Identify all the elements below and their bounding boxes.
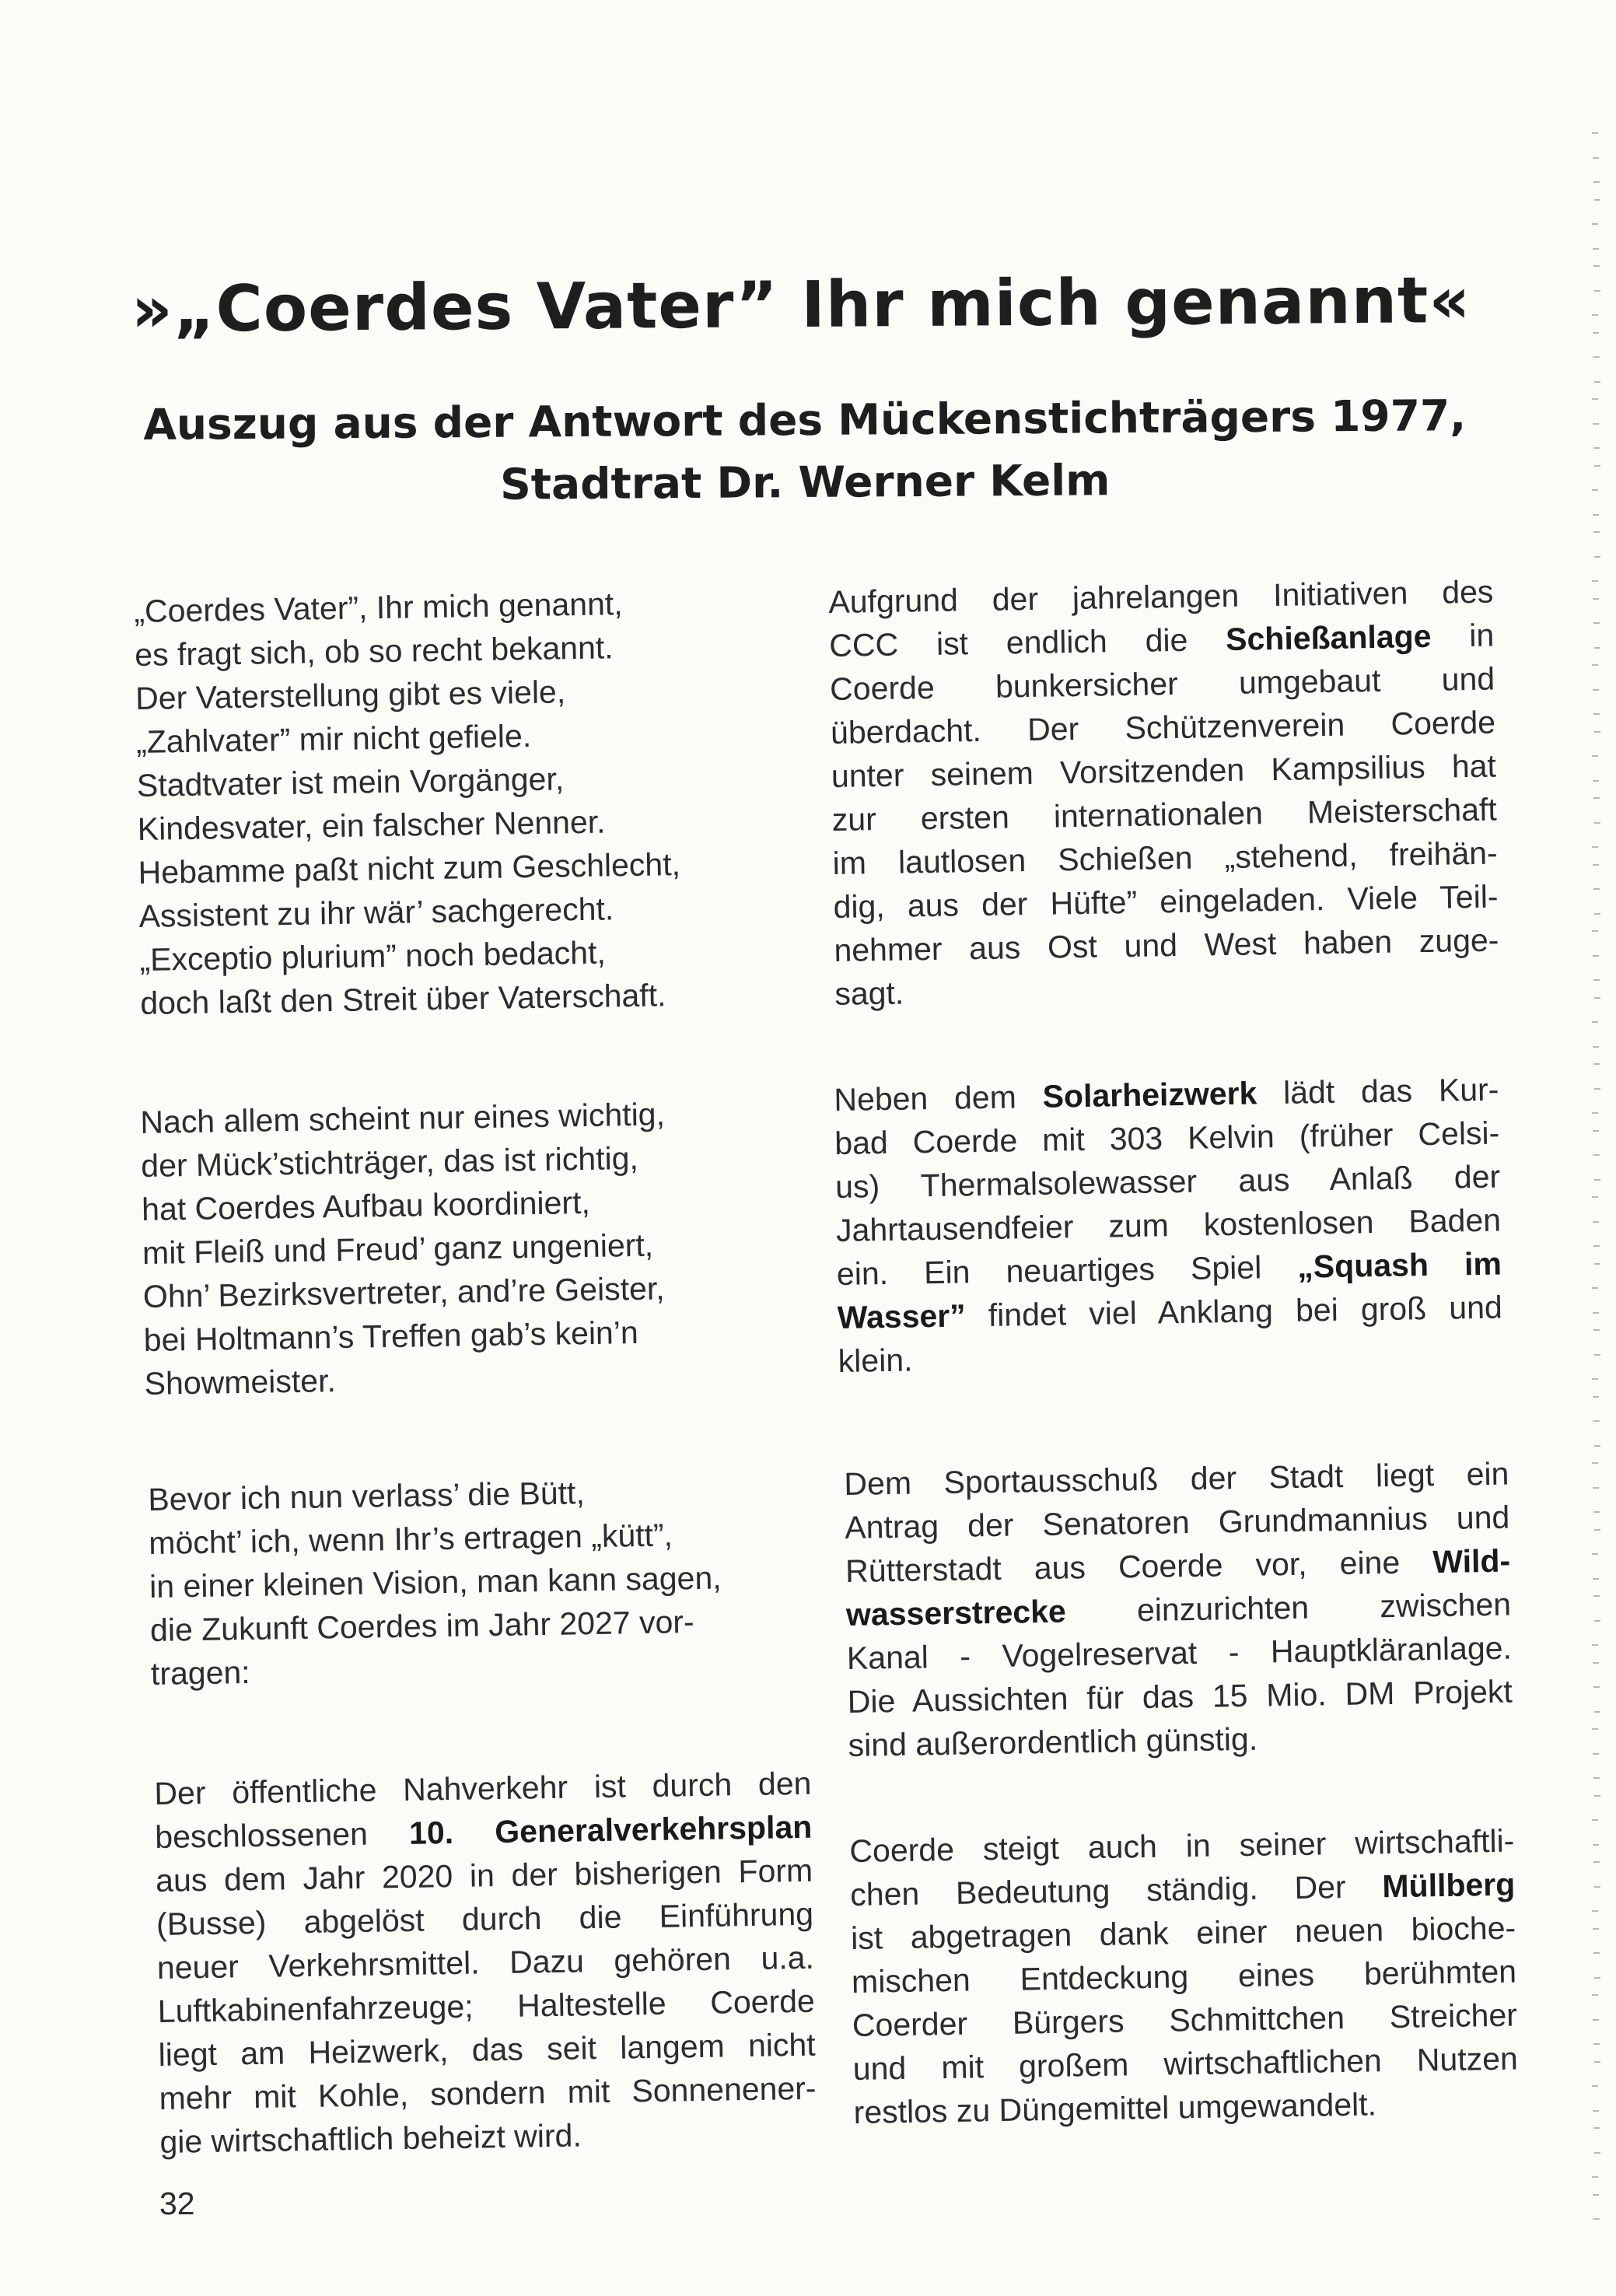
margin-tick [1593,1130,1599,1132]
margin-tick [1593,265,1600,267]
margin-tick [1593,1396,1599,1398]
margin-tick [1594,647,1600,649]
bold-term-wasser: Wasser” [837,1297,967,1335]
verse-line: Nach allem scheint nur eines wichtig, [140,1096,666,1140]
verse-line: „Coerdes Vater”, Ihr mich genannt, [134,586,623,629]
para-line: restlos zu Düngemittel umgewandelt. [853,2086,1377,2130]
verse-line: tragen: [150,1654,250,1692]
verse-1 [134,581,683,1025]
para-line: und mit großem wirtschaftlichen Nutzen [852,2040,1519,2087]
para-line: chen Bedeutung ständig. Der Müllberg [849,1866,1516,1913]
margin-tick [1592,1462,1598,1464]
page-number: 32 [159,2186,195,2221]
verse-2 [140,1092,670,1405]
verse-line: Ohn’ Bezirksvertreter, and’re Geister, [142,1270,665,1314]
margin-tick [1592,314,1598,316]
verse-line: hat Coerdes Aufbau koordiniert, [141,1184,591,1227]
margin-tick [1593,356,1600,358]
margin-tick [1593,2110,1599,2112]
margin-tick [1594,1711,1600,1713]
margin-tick [1594,731,1600,733]
para-line: gie wirtschaftlich beheizt wird. [159,2117,582,2160]
paragraph-wildwasserstrecke [844,1452,1513,1767]
para-line: Der öffentliche Nahverkehr ist durch den [154,1765,812,1811]
margin-tick [1593,248,1599,250]
margin-tick [1593,1753,1599,1755]
margin-tick [1593,1063,1600,1065]
margin-tick [1594,199,1600,201]
margin-tick [1594,913,1600,915]
margin-tick [1593,1511,1600,1513]
margin-tick [1593,2019,1599,2021]
verse-line: Showmeister. [144,1363,337,1402]
margin-tick [1593,1046,1599,1048]
margin-tick [1593,423,1599,425]
margin-tick [1593,979,1600,981]
margin-tick [1592,1910,1598,1912]
bold-term-wild: Wild- [1432,1542,1511,1580]
verse-line: Assistent zu ihr wär’ sachgerecht. [138,891,614,934]
verse-line: „Exceptio plurium” noch bedacht, [139,934,607,978]
verse-line: Hebamme paßt nicht zum Geschlecht, [138,846,681,891]
bold-term-solarheizwerk: Solarheizwerk [1042,1075,1257,1115]
verse-line: in einer kleinen Vision, man kann sagen, [149,1559,722,1605]
para-line: Neben dem Solarheizwerk lädt das Kur- [834,1071,1499,1118]
para-line: liegt am Heizwerk, das seit langem nicht [158,2026,816,2073]
verse-line: „Zahlvater” mir nicht gefiele. [135,717,532,760]
margin-tick [1592,1553,1598,1555]
margin-tick [1594,381,1600,383]
margin-tick [1592,664,1598,666]
margin-tick [1593,955,1599,957]
margin-tick [1593,1686,1600,1688]
bold-term-squash: „Squash im [1296,1245,1502,1285]
page-subtitle [108,384,1501,518]
margin-tick [1593,181,1600,183]
margin-tick [1592,1196,1598,1198]
para-line: Luftkabinenfahrzeuge; Haltestelle Coerde [157,1983,816,2029]
para-line: sind außerordentlich günstig. [848,1720,1258,1763]
margin-tick [1594,556,1600,558]
margin-tick [1592,489,1598,491]
subtitle-line-1: Auszug aus der Antwort des Mückenstichträgers 1977, [143,390,1467,450]
para-line: Wasser” findet viel Anklang bei groß und [837,1289,1503,1335]
verse-line: möcht’ ich, wenn Ihr’s ertragen „kütt”, [148,1517,673,1561]
margin-tick [1593,447,1600,449]
para-line: Kanal - Vogelreservat - Hauptkläranlage. [846,1629,1513,1676]
margin-tick [1594,2061,1600,2063]
margin-tick [1594,997,1600,999]
para-line: Rütterstadt aus Coerde vor, eine Wild- [845,1542,1511,1589]
para-line: Die Aussichten für das 15 Mio. DM Projekt [847,1673,1513,1720]
margin-tick [1593,2194,1599,2196]
margin-tick [1593,689,1599,691]
verse-line: die Zukunft Coerdes im Jahr 2027 vor- [149,1603,694,1648]
para-line: mischen Entdeckung eines berühmten [851,1953,1517,2000]
para-line: Aufgrund der jahrelangen Initiativen des [828,573,1494,620]
paragraph-muellberg [849,1819,1519,2134]
para-line: neuer Verkehrsmittel. Dazu gehören u.a. [156,1939,815,1986]
verse-line: es fragt sich, ob so recht bekannt. [134,629,614,673]
margin-tick [1593,514,1599,516]
margin-tick [1594,1263,1600,1265]
margin-tick [1594,1088,1600,1090]
margin-tick [1593,1662,1599,1664]
margin-tick [1593,1861,1600,1863]
margin-tick [1593,1221,1599,1223]
para-line: wasserstrecke einzurichten zwischen [845,1586,1512,1633]
para-line: nehmer aus Ost und West haben zuge- [834,922,1499,968]
margin-tick [1593,157,1599,159]
verse-line: Bevor ich nun verlass’ die Bütt, [148,1475,586,1517]
margin-tick [1592,2176,1598,2178]
margin-tick [1594,1179,1600,1181]
margin-tick [1594,1886,1600,1888]
para-line: CCC ist endlich die Schießanlage in [828,617,1495,663]
paragraph-nahverkehr [154,1762,817,2164]
bold-term-wasserstrecke: wasserstrecke [845,1593,1067,1633]
margin-tick [1593,1595,1600,1597]
margin-tick [1592,1728,1598,1730]
margin-tick [1593,2043,1600,2045]
margin-tick [1592,2085,1598,2087]
para-line: beschlossenen 10. Generalverkehrsplan [154,1808,813,1855]
verse-line: doch laßt den Streit über Vaterschaft. [139,977,666,1021]
margin-tick [1593,598,1599,600]
margin-tick [1594,465,1600,467]
margin-tick [1592,580,1598,582]
bold-term-generalverkehrsplan: 10. Generalverkehrsplan [408,1808,813,1851]
para-line: dig, aus der Hüfte” eingeladen. Viele Teil- [833,878,1499,925]
verse-line: der Mück’stichträger, das ist richtig, [140,1139,639,1184]
para-line: (Busse) abgelöst durch die Einführung [156,1895,814,1942]
para-line: überdacht. Der Schützenverein Coerde [830,704,1496,751]
margin-tick [1592,132,1598,134]
para-line: ist abgetragen dank einer neuen bioche- [850,1909,1516,1956]
margin-tick [1593,332,1599,334]
scan-margin-marks [1590,132,1605,2232]
bold-term-schiessanlage: Schießanlage [1225,618,1432,657]
para-line: mehr mit Kohle, sondern mit Sonnenener- [159,2070,817,2116]
bold-term-muellberg: Müllberg [1382,1866,1516,1905]
para-line: im lautlosen Schießen „stehend, freihän- [832,835,1498,881]
margin-tick [1593,888,1600,890]
margin-tick [1593,1329,1600,1331]
margin-tick [1592,846,1598,848]
margin-tick [1594,1354,1600,1356]
para-line: sagt. [834,975,904,1012]
margin-tick [1593,713,1600,715]
para-line: zur ersten internationalen Meisterschaft [831,791,1498,838]
margin-tick [1592,223,1598,225]
margin-tick [1592,1378,1598,1380]
margin-tick [1593,1928,1599,1930]
para-line: Coerde steigt auch in seiner wirtschaftli- [849,1822,1515,1869]
margin-tick [1593,531,1600,533]
margin-tick [1593,1245,1600,1247]
para-line: us) Thermalsolewasser aus Anlaß der [834,1158,1501,1205]
margin-tick [1592,755,1598,757]
margin-tick [1594,2152,1600,2154]
verse-line: bei Holtmann’s Treffen gab’s kein’n [143,1314,639,1358]
margin-tick [1593,1952,1600,1954]
para-line: aus dem Jahr 2020 in der bisherigen Form [155,1852,813,1899]
verse-3 [148,1468,723,1696]
margin-tick [1593,780,1599,782]
margin-tick [1594,1977,1600,1979]
para-line: unter seinem Vorsitzenden Kampsilius hat [831,747,1497,794]
verse-line: Der Vaterstellung gibt es viele, [135,674,566,716]
margin-tick [1594,822,1600,824]
margin-tick [1593,1312,1599,1314]
margin-tick [1593,1777,1600,1779]
paragraph-solarheizwerk [834,1068,1503,1383]
subtitle-line-2: Stadtrat Dr. Werner Kelm [499,455,1111,509]
margin-tick [1592,1021,1598,1023]
para-line: ein. Ein neuartiges Spiel „Squash im [836,1245,1502,1292]
margin-tick [1593,1154,1600,1156]
margin-tick [1594,1529,1600,1531]
margin-tick [1592,1994,1598,1996]
para-line: Antrag der Senatoren Grundmannius und [844,1499,1510,1545]
para-line: bad Coerde mit 303 Kelvin (früher Celsi- [834,1115,1500,1161]
margin-tick [1593,1420,1600,1422]
margin-tick [1594,1795,1600,1797]
margin-tick [1593,797,1600,799]
margin-tick [1593,622,1600,624]
para-line: Coerder Bürgers Schmittchen Streicher [852,1997,1518,2043]
verse-line: Stadtvater ist mein Vorgänger, [136,761,565,803]
margin-tick [1593,1844,1599,1846]
margin-tick [1592,1287,1598,1289]
margin-tick [1593,1487,1599,1489]
margin-tick [1594,1445,1600,1447]
margin-tick [1594,1620,1600,1622]
margin-tick [1593,2218,1600,2220]
para-line: Coerde bunkersicher umgebaut und [829,660,1495,707]
para-line: klein. [838,1342,913,1379]
margin-tick [1592,398,1598,400]
margin-tick [1593,864,1599,866]
para-line: Dem Sportausschuß der Stadt liegt ein [844,1455,1509,1502]
margin-tick [1592,1644,1598,1646]
margin-tick [1593,2127,1600,2129]
margin-tick [1594,290,1600,292]
para-line: Jahrtausendfeier zum kostenlosen Baden [835,1202,1502,1248]
verse-line: mit Fleiß und Freud’ ganz ungeniert, [142,1227,654,1271]
margin-tick [1592,1112,1598,1114]
margin-tick [1592,1819,1598,1821]
margin-tick [1593,1578,1599,1580]
verse-line: Kindesvater, ein falscher Nenner. [137,803,606,847]
margin-tick [1592,930,1598,932]
page-title: »„Coerdes Vater” Ihr mich genannt« [131,263,1471,348]
paragraph-schiessanlage [828,570,1500,1016]
